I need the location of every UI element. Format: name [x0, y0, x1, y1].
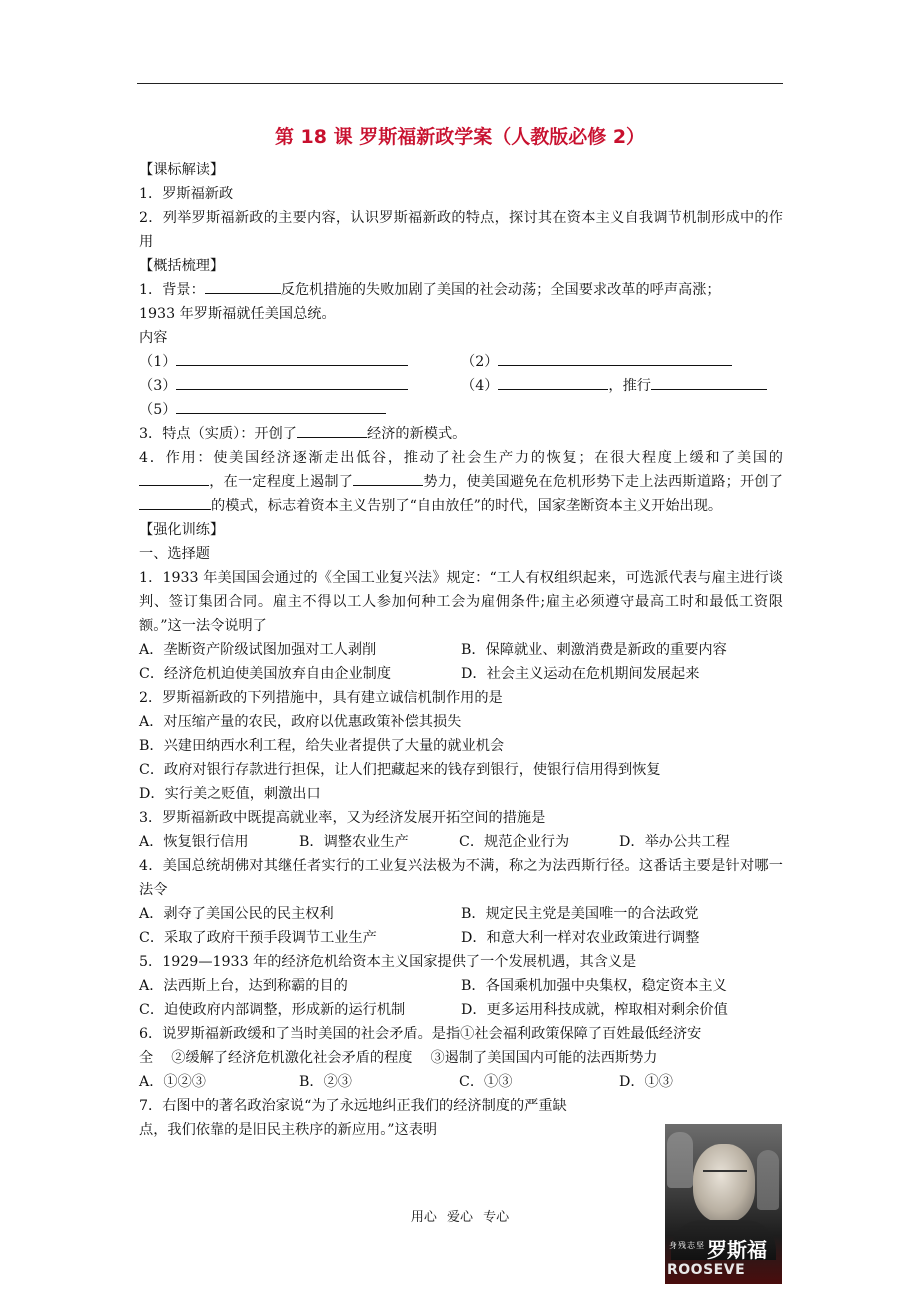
- option-b[interactable]: B．调整农业生产: [299, 834, 409, 850]
- paragraph: 2．列举罗斯福新政的主要内容，认识罗斯福新政的特点，探讨其在资本主义自我调节机制形成中的作用: [139, 210, 783, 250]
- question-stem: 7．右图中的著名政治家说“为了永远地纠正我们的经济制度的严重缺: [139, 1098, 567, 1114]
- text: ，在一定程度上遏制了: [209, 474, 354, 490]
- content-item: [139, 350, 461, 374]
- option-row: [139, 662, 783, 686]
- option-row: [139, 926, 783, 950]
- option-b[interactable]: B．保障就业、刺激消费是新政的重要内容: [461, 642, 727, 658]
- fill-blank[interactable]: [353, 470, 423, 486]
- question-stem-cont: 点，我们依靠的是旧民主秩序的新应用。”这表明: [139, 1122, 438, 1138]
- question-stem: 3．罗斯福新政中既提高就业率，又为经济发展开拓空间的措施是: [139, 810, 546, 826]
- effect-paragraph: [139, 446, 783, 518]
- fill-blank[interactable]: [176, 398, 386, 414]
- text: 的模式，标志着资本主义告别了“自由放任”的时代，国家垄断资本主义开始出现。: [211, 498, 723, 514]
- option-d[interactable]: D．实行美之贬值，刺激出口: [139, 786, 321, 802]
- text: （5）: [139, 402, 177, 418]
- option-c[interactable]: C．①③: [459, 1074, 513, 1090]
- content-row: [139, 350, 783, 374]
- section-heading: 【概括梳理】: [139, 258, 225, 274]
- option-b[interactable]: B．规定民主党是美国唯一的合法政党: [461, 906, 699, 922]
- option-row: [139, 902, 783, 926]
- option-d[interactable]: D．更多运用科技成就，榨取相对剩余价值: [461, 1002, 728, 1018]
- option-a[interactable]: A．恢复银行信用: [139, 834, 249, 850]
- content-row: [139, 374, 783, 398]
- content-item: [461, 374, 767, 398]
- content-row: [139, 398, 783, 422]
- option-a[interactable]: A．对压缩产量的农民，政府以优惠政策补偿其损失: [139, 714, 462, 730]
- option-a[interactable]: A．剥夺了美国公民的民主权利: [139, 906, 334, 922]
- cover-english-title: ROOSEVE: [667, 1262, 746, 1278]
- footer-word: 用心: [410, 1210, 437, 1225]
- text: 4．作用：使美国经济逐渐走出低谷，推动了社会生产力的恢复；在很大程度上缓和了美国的: [139, 450, 783, 466]
- question-stem: 1．1933 年美国国会通过的《全国工业复兴法》规定：“工人有权组织起来，可选派代表与雇主进行谈判、签订集团合同。雇主不得以工人参加何种工会为雇佣条件;雇主必须遵守最高工时和最低工资限额。”这一法令说明了: [139, 570, 783, 634]
- cover-subtitle: 身残志坚: [669, 1241, 705, 1250]
- header-rule: [137, 83, 783, 84]
- fill-blank[interactable]: [498, 374, 608, 390]
- option-c[interactable]: C．采取了政府干预手段调节工业生产: [139, 930, 377, 946]
- option-c[interactable]: C．迫使政府内部调整，形成新的运行机制: [139, 1002, 406, 1018]
- text: ，推行: [608, 378, 651, 394]
- option-d[interactable]: D．和意大利一样对农业政策进行调整: [461, 930, 700, 946]
- text: 反危机措施的失败加剧了美国的社会动荡；全国要求改革的呼声高涨；: [280, 282, 721, 298]
- document-body: [139, 158, 783, 1142]
- feature-line: [139, 422, 783, 446]
- option-a[interactable]: A．垄断资产阶级试图加强对工人剥削: [139, 642, 377, 658]
- fill-blank[interactable]: [498, 350, 732, 366]
- book-cover-image: [665, 1124, 782, 1284]
- glasses-shape: [703, 1170, 747, 1180]
- text: （3）: [139, 378, 177, 394]
- option-c[interactable]: C．规范企业行为: [459, 834, 570, 850]
- fill-blank[interactable]: [205, 278, 281, 294]
- option-row: [139, 974, 783, 998]
- fill-blank[interactable]: [176, 374, 408, 390]
- question-stem: 6．说罗斯福新政缓和了当时美国的社会矛盾。是指①社会福利政策保障了百姓最低经济安: [139, 1026, 702, 1042]
- option-c[interactable]: C．经济危机迫使美国放弃自由企业制度: [139, 666, 392, 682]
- part-heading: 一、选择题: [139, 546, 210, 562]
- option-row: [139, 638, 783, 662]
- option-c[interactable]: C．政府对银行存款进行担保，让人们把藏起来的钱存到银行，使银行信用得到恢复: [139, 762, 661, 778]
- option-row: [139, 1070, 783, 1094]
- roosevelt-book-cover: [665, 1124, 782, 1284]
- option-b[interactable]: B．兴建田纳西水利工程，给失业者提供了大量的就业机会: [139, 738, 505, 754]
- paragraph: 1933 年罗斯福就任美国总统。: [139, 306, 336, 322]
- option-d[interactable]: D．社会主义运动在危机期间发展起来: [461, 666, 700, 682]
- text: 3．特点（实质）：开创了: [139, 426, 297, 442]
- option-a[interactable]: A．法西斯上台，达到称霸的目的: [139, 978, 348, 994]
- option-b[interactable]: B．各国乘机加强中央集权，稳定资本主义: [461, 978, 727, 994]
- question-stem-cont: 全 ②缓解了经济危机激化社会矛盾的程度 ③遏制了美国国内可能的法西斯势力: [139, 1050, 658, 1066]
- text: 1．背景：: [139, 282, 205, 298]
- footer-word: 爱心: [446, 1210, 473, 1225]
- paragraph: 1．罗斯福新政: [139, 186, 234, 202]
- fill-blank[interactable]: [651, 374, 767, 390]
- section-heading: 【课标解读】: [139, 162, 225, 178]
- option-a[interactable]: A．①②③: [139, 1074, 206, 1090]
- content-label: 内容: [139, 330, 168, 346]
- page-footer: [0, 1206, 920, 1225]
- option-d[interactable]: D．①③: [619, 1074, 673, 1090]
- option-b[interactable]: B．②③: [299, 1074, 352, 1090]
- fill-blank[interactable]: [297, 422, 367, 438]
- background-line: [139, 278, 783, 302]
- option-row: [139, 830, 783, 854]
- fill-blank[interactable]: [139, 494, 211, 510]
- question-stem: 5．1929—1933 年的经济危机给资本主义国家提供了一个发展机遇，其含义是: [139, 954, 637, 970]
- content-item: [139, 374, 461, 398]
- page-title: 第 18 课 罗斯福新政学案（人教版必修 2）: [274, 126, 646, 148]
- content-item: [461, 350, 732, 374]
- background-figure: [667, 1132, 693, 1188]
- fill-blank[interactable]: [176, 350, 408, 366]
- text: 经济的新模式。: [367, 426, 467, 442]
- background-figure: [757, 1150, 779, 1210]
- text: （4）: [461, 378, 499, 394]
- option-d[interactable]: D．举办公共工程: [619, 834, 730, 850]
- question-stem: 2．罗斯福新政的下列措施中，具有建立诚信机制作用的是: [139, 690, 503, 706]
- text: 势力，使美国避免在危机形势下走上法西斯道路；开创了: [423, 474, 783, 490]
- fill-blank[interactable]: [139, 470, 209, 486]
- question-stem: 4．美国总统胡佛对其继任者实行的工业复兴法极为不满，称之为法西斯行径。这番话主要是针对哪一法令: [139, 858, 783, 898]
- section-heading: 【强化训练】: [139, 522, 225, 538]
- text: （1）: [139, 354, 177, 370]
- cover-title: 罗斯福: [707, 1238, 767, 1262]
- footer-word: 专心: [483, 1210, 510, 1225]
- option-row: [139, 998, 783, 1022]
- text: （2）: [461, 354, 499, 370]
